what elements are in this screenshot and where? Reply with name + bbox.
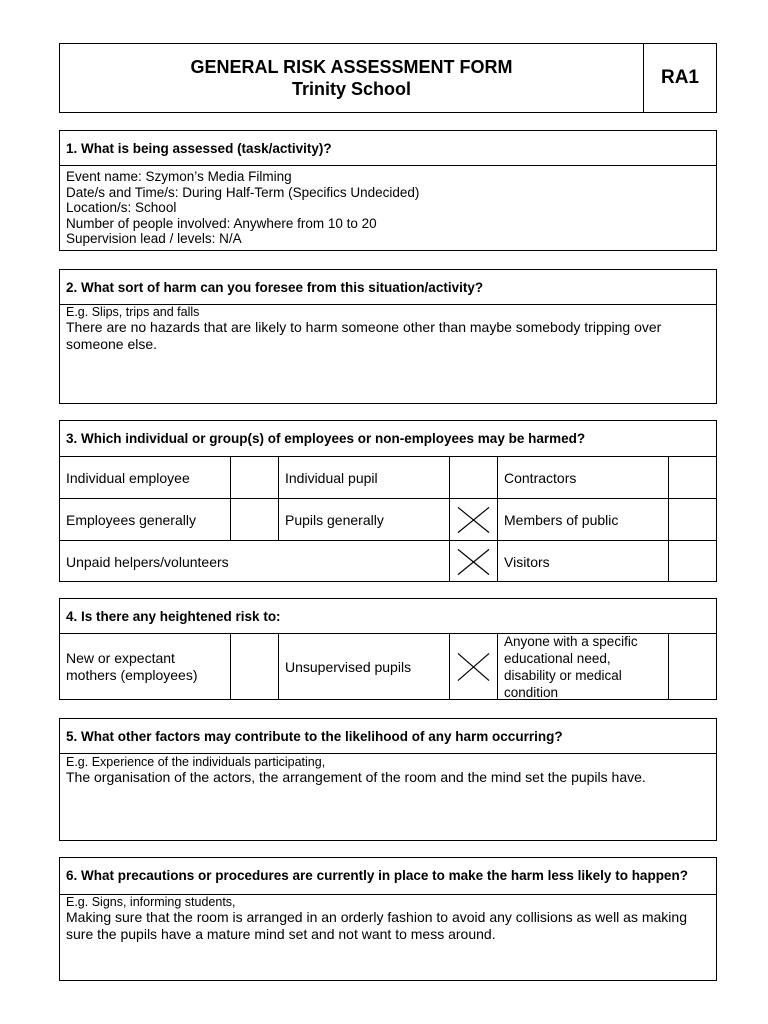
option-label: Individual pupil	[279, 457, 450, 499]
section-2	[59, 269, 717, 404]
risk-checkbox[interactable]	[231, 634, 279, 699]
cross-mark-icon	[456, 547, 491, 577]
section-1-question: 1. What is being assessed (task/activity)?	[60, 131, 716, 166]
section-3-grid	[60, 457, 716, 582]
section-5-example: E.g. Experience of the individuals participating,	[66, 755, 326, 769]
option-checkbox-checked[interactable]	[450, 541, 498, 582]
section-2-example: E.g. Slips, trips and falls	[66, 305, 200, 319]
section-2-question: 2. What sort of harm can you foresee from this situation/activity?	[60, 270, 716, 305]
risk-label: New or expectant mothers (employees)	[60, 634, 231, 699]
section-4-question: 4. Is there any heightened risk to:	[60, 599, 716, 634]
option-label: Employees generally	[60, 499, 231, 541]
option-checkbox[interactable]	[450, 457, 498, 499]
option-label: Contractors	[498, 457, 669, 499]
section-4-grid	[60, 634, 716, 699]
event-dates: Date/s and Time/s: During Half-Term (Specifics Undecided)	[66, 184, 420, 200]
section-5-question: 5. What other factors may contribute to the likelihood of any harm occurring?	[60, 719, 716, 754]
form-code: RA1	[660, 67, 699, 88]
risk-label: Unsupervised pupils	[279, 634, 450, 699]
section-6	[59, 857, 717, 981]
section-1	[59, 130, 717, 251]
section-6-answer: Making sure that the room is arranged in an orderly fashion to avoid any collisions as well as making sure the pupils have a mature mind set and not want to mess around.	[66, 909, 687, 942]
option-label: Pupils generally	[279, 499, 450, 541]
option-checkbox-checked[interactable]	[450, 499, 498, 541]
option-label: Unpaid helpers/volunteers	[60, 541, 450, 582]
option-checkbox[interactable]	[231, 457, 279, 499]
option-checkbox[interactable]	[231, 499, 279, 541]
form-header	[59, 43, 717, 113]
section-5-answer: The organisation of the actors, the arrangement of the room and the mind set the pupils have.	[66, 769, 646, 785]
option-label: Members of public	[498, 499, 669, 541]
section-1-details	[60, 166, 716, 250]
school-name: Trinity School	[291, 79, 411, 99]
option-checkbox[interactable]	[669, 457, 716, 499]
risk-label: Anyone with a specific educational need, disability or medical condition	[498, 634, 669, 699]
event-location: Location/s: School	[66, 200, 177, 215]
section-6-example: E.g. Signs, informing students,	[66, 895, 236, 909]
option-checkbox[interactable]	[669, 499, 716, 541]
section-6-question: 6. What precautions or procedures are currently in place to make the harm less likely to happen?	[60, 858, 716, 895]
section-4	[59, 598, 717, 700]
section-5	[59, 718, 717, 841]
section-2-answer: There are no hazards that are likely to harm someone other than maybe somebody tripping over someone else.	[66, 319, 662, 352]
form-title: GENERAL RISK ASSESSMENT FORM	[190, 57, 513, 77]
risk-checkbox[interactable]	[669, 634, 716, 699]
event-name: Event name: Szymon’s Media Filming	[66, 169, 292, 184]
form-title-block	[60, 44, 644, 112]
section-3-question: 3. Which individual or group(s) of employees or non-employees may be harmed?	[60, 421, 716, 457]
option-label: Visitors	[498, 541, 669, 582]
cross-mark-icon	[456, 505, 491, 535]
event-people: Number of people involved: Anywhere from 10 to 20	[66, 215, 377, 231]
section-3	[59, 420, 717, 582]
cross-mark-icon	[456, 651, 491, 683]
risk-checkbox-checked[interactable]	[450, 634, 498, 699]
section-5-body	[60, 754, 716, 787]
option-checkbox[interactable]	[669, 541, 716, 582]
section-2-body	[60, 305, 716, 353]
option-label: Individual employee	[60, 457, 231, 499]
event-supervision: Supervision lead / levels: N/A	[66, 231, 242, 246]
section-6-body	[60, 895, 716, 943]
